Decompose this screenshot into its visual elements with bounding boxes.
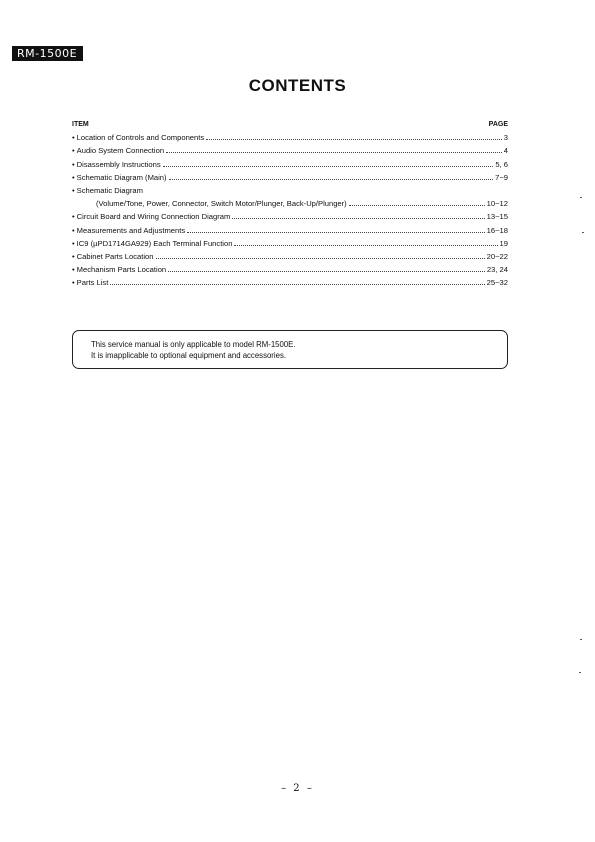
toc-entry-text: Location of Controls and Components <box>76 133 205 143</box>
leader-dots <box>110 276 484 285</box>
toc-row-disassembly-instructions[interactable] <box>72 158 508 171</box>
bullet: • <box>72 186 75 196</box>
toc-row-cabinet-parts[interactable] <box>72 250 508 263</box>
toc-entry-label <box>72 158 161 171</box>
toc-entry-page: 7~9 <box>495 172 508 182</box>
toc-entry-text: Circuit Board and Wiring Connection Diagram <box>76 212 231 222</box>
bullet: • <box>72 278 75 288</box>
bullet: • <box>72 225 75 235</box>
toc-entry-text: Audio System Connection <box>76 146 165 156</box>
toc-row-location-of-controls[interactable] <box>72 131 508 144</box>
toc-entry-label <box>72 276 108 289</box>
leader-dots <box>187 224 485 233</box>
toc-entry-text: Cabinet Parts Location <box>76 252 154 262</box>
toc-entry-label <box>72 210 230 223</box>
toc-entry-page: 25~32 <box>486 278 508 288</box>
toc-entry-text: Disassembly Instructions <box>76 159 161 169</box>
toc-entry-label <box>72 263 166 276</box>
scan-speck <box>579 672 581 673</box>
leader-dots <box>156 250 485 259</box>
toc-entry-page: 20~22 <box>486 252 508 262</box>
scan-speck <box>580 639 582 640</box>
toc-row-parts-list[interactable] <box>72 276 508 289</box>
toc-entry-text: Mechanism Parts Location <box>76 265 167 275</box>
toc-row-ic9-terminal-function[interactable] <box>72 237 508 250</box>
toc-header <box>72 118 508 131</box>
toc-row-mechanism-parts[interactable] <box>72 263 508 276</box>
notice-line-2: It is imapplicable to optional equipment and accessories. <box>91 351 287 360</box>
toc-entry-text: (Volume/Tone, Power, Connector, Switch Motor/Plunger, Back-Up/Plunger) <box>96 199 347 209</box>
leader-dots <box>234 237 497 246</box>
toc-entry-page: 13~15 <box>486 212 508 222</box>
toc-entry-page: 23, 24 <box>486 265 508 275</box>
toc-entry-label <box>72 131 204 144</box>
scan-speck <box>580 197 582 198</box>
toc-row-measurements[interactable] <box>72 224 508 237</box>
toc-entry-label <box>72 144 164 157</box>
scan-speck <box>582 232 584 233</box>
toc-entry-label <box>72 184 143 197</box>
leader-dots <box>169 171 494 180</box>
toc-entry-label <box>72 224 185 237</box>
toc-row-schematic-diagram-sub[interactable] <box>72 197 508 210</box>
toc-row-circuit-board[interactable] <box>72 210 508 223</box>
toc-entry-page: 19 <box>499 238 508 248</box>
bullet: • <box>72 159 75 169</box>
model-badge: RM-1500E <box>12 46 83 61</box>
toc-entry-page: 3 <box>503 133 508 143</box>
applicability-notice <box>72 330 508 369</box>
bullet: • <box>72 133 75 143</box>
toc-entry-text: IC9 (µPD1714GA929) Each Terminal Function <box>76 238 233 248</box>
bullet: • <box>72 238 75 248</box>
leader-dots <box>349 197 485 206</box>
toc-entry-page: 5, 6 <box>495 159 508 169</box>
toc-entry-text: Schematic Diagram (Main) <box>76 172 167 182</box>
toc-row-schematic-diagram[interactable] <box>72 184 508 197</box>
bullet: • <box>72 172 75 182</box>
bullet: • <box>72 212 75 222</box>
bullet: • <box>72 265 75 275</box>
page-title: CONTENTS <box>248 76 347 95</box>
toc-entry-text: Parts List <box>76 278 109 288</box>
leader-dots <box>168 263 485 272</box>
toc-item-column-header: ITEM <box>72 121 89 128</box>
leader-dots <box>232 210 484 219</box>
bullet: • <box>72 146 75 156</box>
toc-entry-text: Measurements and Adjustments <box>76 225 186 235</box>
toc-entry-label <box>72 171 167 184</box>
leader-dots <box>206 131 502 140</box>
toc-entry-label <box>72 237 232 250</box>
toc-entry-page: 4 <box>503 146 508 156</box>
toc-entry-label <box>72 250 154 263</box>
toc-page-column-header: PAGE <box>488 121 508 128</box>
leader-dots <box>166 144 502 153</box>
toc-entry-text: Schematic Diagram <box>76 186 143 196</box>
toc-row-schematic-diagram-main[interactable] <box>72 171 508 184</box>
toc-row-audio-system-connection[interactable] <box>72 144 508 157</box>
bullet: • <box>72 252 75 262</box>
notice-line-1: This service manual is only applicable to model RM-1500E. <box>91 340 296 349</box>
table-of-contents <box>72 118 508 290</box>
page-number: – 2 – <box>281 783 314 794</box>
leader-dots <box>163 158 494 167</box>
toc-entry-page: 10~12 <box>486 199 508 209</box>
toc-entry-page: 16~18 <box>486 225 508 235</box>
